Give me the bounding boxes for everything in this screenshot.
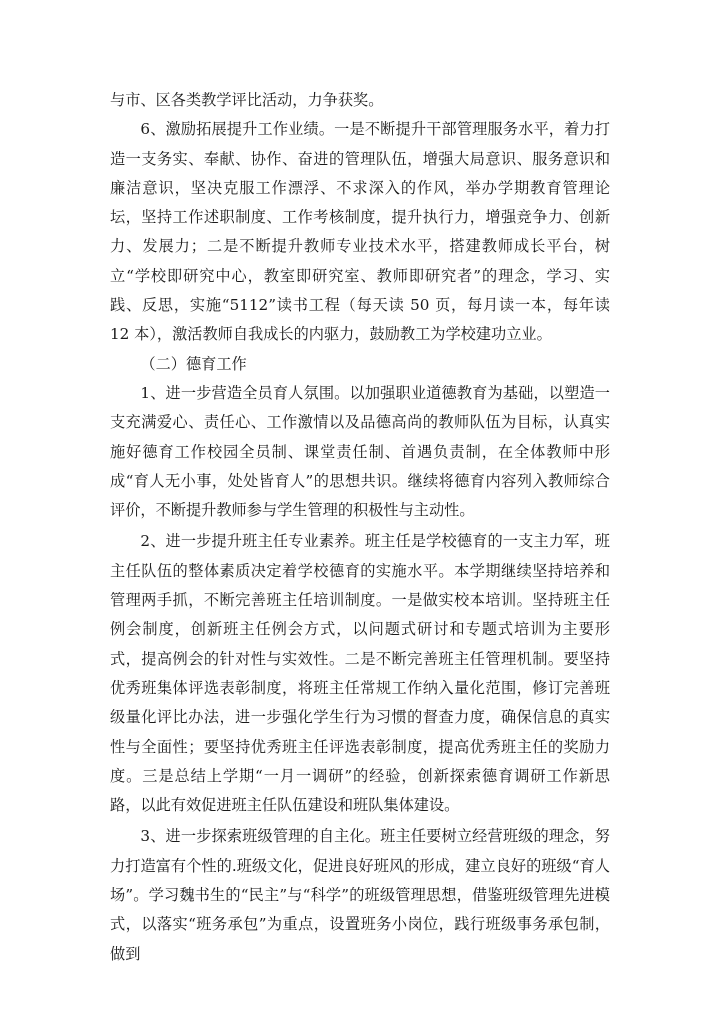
paragraph-moral-3: 3、进一步探索班级管理的自主化。班主任要树立经营班级的理念，努力打造富有个性的.班级文化，促进良好班风的形成，建立良好的班级“育人场”。学习魏书生的“民主”与“科学”的班级管理思想，借鉴班级管理先进模式，以落实“班务承包”为重点，设置班务小岗位，践行班级事务承包制，做到 [110,827,610,963]
section-heading-moral-education: （二）德育工作 [140,354,247,373]
paragraph-moral-1: 1、进一步营造全员育人氛围。以加强职业道德教育为基础，以塑造一支充满爱心、责任心、工作激情以及品德高尚的教师队伍为目标，认真实施好德育工作校园全员制、课堂责任制、首遇负责制，在全体教师中形成“育人无小事，处处皆育人”的思想共识。继续将德育内容列入教师综合评价，不断提升教师参与学生管理的积极性与主动性。 [110,383,610,520]
document-body [110,86,610,969]
paragraph-item-6: 6、激励拓展提升工作业绩。一是不断提升干部管理服务水平，着力打造一支务实、奉献、协作、奋进的管理队伍，增强大局意识、服务意识和廉洁意识，坚决克服工作漂浮、不求深入的作风，举办学期教育管理论坛，坚持工作述职制度、工作考核制度，提升执行力，增强竞争力、创新力、发展力；二是不断提升教师专业技术水平，搭建教师成长平台，树立“学校即研究中心，教室即研究室、教师即研究者”的理念，学习、实践、反思，实施“5112”读书工程（每天读 50 页，每月读一本，每年读 12 本），激活教师自我成长的内驱力，鼓励教工为学校建功立业。 [110,120,610,344]
paragraph-moral-2: 2、进一步提升班主任专业素养。班主任是学校德育的一支主力军，班主任队伍的整体素质决定着学校德育的实施水平。本学期继续坚持培养和管理两手抓，不断完善班主任培训制度。一是做实校本培训。坚持班主任例会制度，创新班主任例会方式，以问题式研讨和专题式培训为主要形式，提高例会的针对性与实效性。二是不断完善班主任管理机制。要坚持优秀班集体评选表彰制度，将班主任常规工作纳入量化范围，修订完善班级量化评比办法，进一步强化学生行为习惯的督查力度，确保信息的真实性与全面性；要坚持优秀班主任评选表彰制度，提高优秀班主任的奖励力度。三是总结上学期“一月一调研”的经验，创新探索德育调研工作新思路，以此有效促进班主任队伍建设和班队集体建设。 [110,532,610,815]
paragraph-continuation: 与市、区各类教学评比活动，力争获奖。 [110,91,384,109]
